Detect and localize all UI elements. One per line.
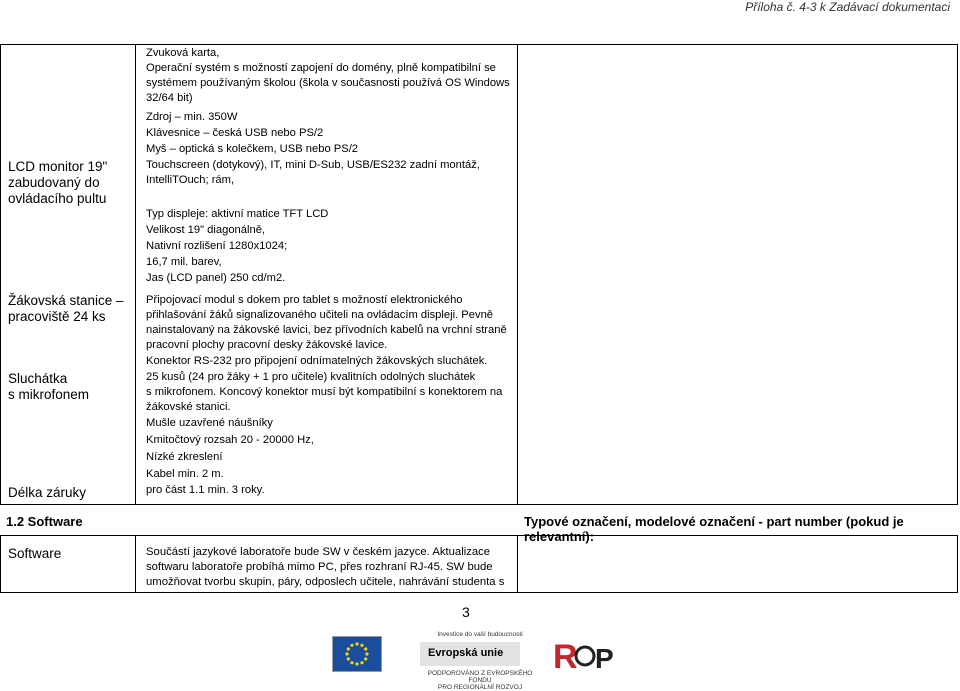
software-spec-cell	[136, 536, 518, 592]
eu-title: Evropská unie	[428, 647, 504, 659]
label-headphones: Sluchátka s mikrofonem	[8, 371, 90, 402]
part-number-column	[518, 45, 957, 504]
label-warranty: Délka záruky	[8, 485, 87, 500]
spec-block-input: Klávesnice – česká USB nebo PS/2	[146, 127, 324, 139]
document-header: Příloha č. 4-3 k Zadávací dokumentaci	[745, 0, 950, 14]
spec-block-display: Typ displeje: aktivní matice TFT LCD Velikost 19" diagonálně, Nativní rozlišení 1280x1024; 16,7 mil. barev, Jas (LCD panel) 250 cd/m2.	[146, 208, 329, 284]
eu-banner	[420, 642, 520, 666]
spec-block-headphones: 25 kusů (24 pro žáky + 1 pro učitele) kvalitních odolných sluchátek s mikrofonem. Koncový konektor musí být kompatibilní s konektorem na žákovské stanici. Mušle uzavřené náušníky Kmitočtový rozsah 20 - 20000 Hz, Nízké zkreslení Kabel min. 2 m.	[146, 371, 503, 480]
label-student-station: Žákovská stanice – pracoviště 24 ks	[8, 293, 124, 324]
software-table	[0, 535, 958, 593]
spec-block-mouse: Myš – optická s kolečkem, USB nebo PS/2	[146, 143, 359, 155]
eu-flag-icon	[332, 636, 382, 672]
svg-text:R: R	[553, 638, 578, 676]
software-label-cell	[1, 536, 136, 592]
footer-fund: PODPOROVÁNO Z EVROPSKÉHO FONDU PRO REGIONÁLNÍ ROZVOJ	[427, 670, 533, 691]
spec-block-touch: Touchscreen (dotykový), IT, mini D-Sub, USB/ES232 zadní montáž, IntelliTOuch; rám,	[146, 159, 480, 186]
spec-block-warranty: pro část 1.1 min. 3 roky.	[146, 484, 265, 496]
spec-column	[136, 45, 518, 504]
spec-block-pc: Zvuková karta, Operační systém s možností zapojení do domény, plně kompatibilní se systémem používaným školou (škola v současnosti používá OS Windows 32/64 bit)	[146, 47, 510, 104]
page-number: 3	[462, 604, 470, 620]
software-description: Součástí jazykové laboratoře bude SW v českém jazyce. Aktualizace softwaru laboratoře probíhá mimo PC, přes rozhraní RJ-45. SW bude umožňovat tvorbu skupin, páry, odposlech učitele, nahrávání studenta s	[146, 546, 505, 588]
svg-text:P: P	[595, 643, 613, 674]
spec-block-module: Připojovací modul s dokem pro tablet s možností elektronického přihlašování žáků signalizovaného učiteli na ovládacím displeji. Pevně nainstalovaný na žákovské lavici, bez přívodních kabelů na vrchní straně pracovní plochy pracovní desky žákovské lavice. Konektor RS-232 pro připojení odnímatelných žákovských sluchátek.	[146, 294, 507, 367]
footer-investment: Investice do vaší budoucnosti	[437, 631, 523, 638]
label-column	[1, 45, 136, 504]
section-part-number-label: Typové označení, modelové označení - part number (pokud je relevantní):	[524, 514, 904, 544]
rop-logo-icon	[551, 628, 613, 680]
spec-table	[0, 44, 958, 505]
spec-block-power: Zdroj – min. 350W	[146, 111, 238, 123]
software-label: Software	[8, 546, 62, 561]
label-lcd-monitor: LCD monitor 19" zabudovaný do ovládacího pultu	[8, 159, 108, 206]
section-title: 1.2 Software	[6, 514, 83, 529]
